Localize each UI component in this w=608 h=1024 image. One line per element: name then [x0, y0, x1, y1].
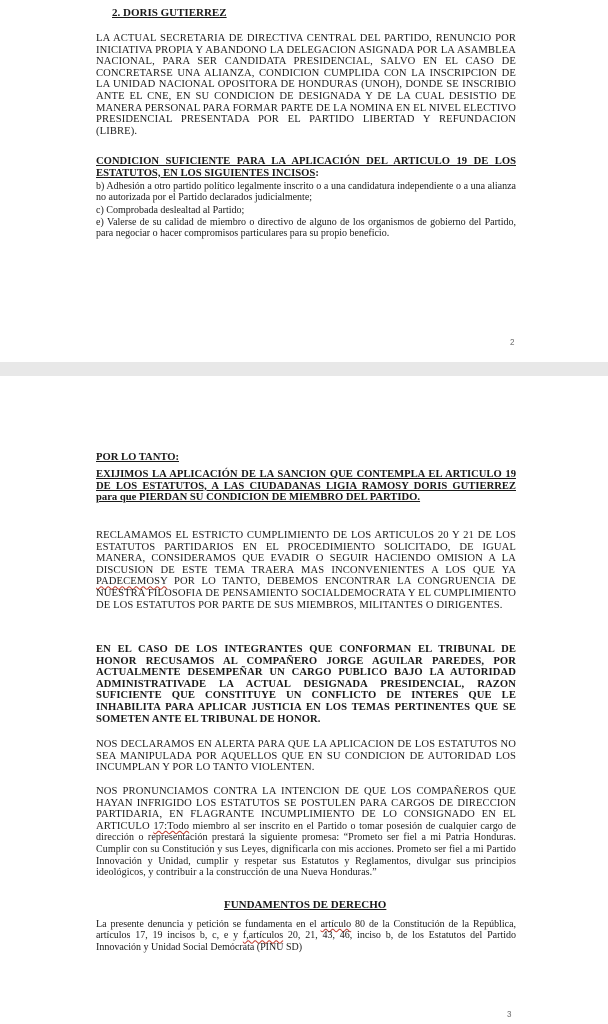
- page-number: 2: [510, 338, 515, 347]
- inciso-b: b) Adhesión a otro partido político legalmente inscrito o a una candidatura independiente o a una alianza no autorizada por el Partido declarados judicialmente;: [96, 181, 516, 204]
- pronunciamos-promise: miembro al ser inscrito en el Partido o tomar posesión de cualquier cargo de dirección o representación prestará la siguiente promesa: “Prometo ser fiel a mi Patria Honduras. Cumplir con su Constitución y sus Leyes, dignificarla con mis acciones. Prometo ser fiel a mi Partido Innovación y Unidad, cumplir y respetar sus Estatutos y Reglamentos, divulgar sus principios ideológicos, y contribuir a la construcción de una Nueva Honduras.”: [96, 820, 516, 879]
- page-separator: [0, 362, 608, 376]
- document-page-2: [0, 0, 608, 362]
- page-number: 3: [507, 1010, 512, 1019]
- fundamentos-text-c: 20, 21, 43, 46, inciso b, de los Estatutos del Partido Innovación y Unidad Social Demócrata (PINU SD): [96, 930, 517, 953]
- document-page-3: [0, 376, 608, 1024]
- spelling-flag: artículo: [320, 919, 352, 930]
- reclamamos-paragraph: [96, 530, 516, 611]
- spelling-flag: 17:Todo: [153, 820, 190, 832]
- paragraph-doris: LA ACTUAL SECRETARIA DE DIRECTIVA CENTRAL DEL PARTIDO, RENUNCIO POR INICIATIVA PROPIA Y ABANDONO LA DELEGACION ASIGNADA POR LA ASAMBLEA NACIONAL, PARA SER CANDIDATA PRESIDENCIAL, SALVO EN EL CASO DE CONCRETARSE UNA ALIANZA, CONDICION CUMPLIDA CON LA INSCRIPCION DE LA UNIDAD NACIONAL OPOSITORA DE HONDURAS (UNOH), DONDE SE INSCRIBIO ANTE EL CNE, EN SU CONDICION DE DESIGNADA Y DE LA CUAL DESISTIO DE MANERA PERSONAL PARA FORMAR PARTE DE LA NOMINA EN EL NIVEL ELECTIVO PRESIDENCIAL PRESENTADA POR EL PARTIDO LIBERTAD Y REFUNDACION (LIBRE).: [96, 33, 516, 137]
- inciso-c: c) Comprobada deslealtad al Partido;: [96, 205, 245, 216]
- exigimos-paragraph: EXIJIMOS LA APLICACIÓN DE LA SANCION QUE CONTEMPLA EL ARTICULO 19 DE LOS ESTATUTOS, A LAS CIUDADANAS LIGIA RAMOSY DORIS GUTIERREZ para que PIERDAN SU CONDICION DE MIEMBRO DEL PARTIDO.: [96, 469, 516, 504]
- alerta-paragraph: NOS DECLARAMOS EN ALERTA PARA QUE LA APLICACION DE LOS ESTATUTOS NO SEA MANIPULADA POR AQUELLOS QUE EN SU CONDICION DE AUTORIDAD LOS INCUMPLAN Y POR LO TANTO VIOLENTEN.: [96, 739, 516, 774]
- tribunal-paragraph: EN EL CASO DE LOS INTEGRANTES QUE CONFORMAN EL TRIBUNAL DE HONOR RECUSAMOS AL COMPAÑERO JORGE AGUILAR PAREDES, POR ACTUALMENTE DESEMPEÑAR UN CARGO PUBLICO BAJO LA AUTORIDAD ADMINISTRATIVADE LA ACTUAL DESIGNADA PRESIDENCIAL, RAZON SUFICIENTE QUE CONSTITUYE UN CONFLICTO DE INTERES QUE LE INHABILITA PARA APLICAR JUSTICIA EN LOS TEMAS PERTINENTES QUE SE SOMETEN ANTE EL TRIBUNAL DE HONOR.: [96, 644, 516, 725]
- condicion-heading: CONDICION SUFICIENTE PARA LA APLICACIÓN DEL ARTICULO 19 DE LOS ESTATUTOS, EN LOS SIGUIENTES INCISOS:: [96, 156, 516, 179]
- pronunciamos-caps: NOS PRONUNCIAMOS CONTRA LA INTENCION DE QUE LOS COMPAÑEROS QUE HAYAN INFRIGIDO LOS ESTATUTOS SE POSTULEN PARA CARGOS DE DIRECCION PARTIDARIA, EN FLAGRANTE INCUMPLIMIENTO DE LO CONSIGNADO EN EL ARTICULO: [96, 786, 516, 832]
- inciso-e: e) Valerse de su calidad de miembro o directivo de alguno de los organismos de gobierno del Partido, para negociar o hacer compromisos particulares para su propio beneficio.: [96, 217, 516, 240]
- condicion-heading-text: CONDICION SUFICIENTE PARA LA APLICACIÓN DEL ARTICULO 19 DE LOS ESTATUTOS, EN LOS SIGUIENTES INCISOS: [96, 156, 516, 179]
- spelling-flag: PADECEMOSY: [96, 576, 168, 588]
- fundamentos-text-a: La presente denuncia y petición se fundamenta en el: [96, 919, 321, 930]
- fundamentos-heading: FUNDAMENTOS DE DERECHO: [224, 899, 387, 911]
- por-lo-tanto-heading: POR LO TANTO:: [96, 452, 179, 463]
- section-heading: 2. DORIS GUTIERREZ: [112, 7, 227, 19]
- fundamentos-text-b: 80 de la Constitución de la República, artículos 17, 19 incisos b, c, e y: [96, 919, 517, 942]
- reclamamos-text-b: POR LO TANTO, DEBEMOS ENCONTRAR LA CONGRUENCIA DE NUESTRA FILOSOFIA DE PENSAMIENTO SOCIALDEMOCRATA Y EL CUMPLIMIENTO DE LOS ESTATUTOS POR PARTE DE SUS MIEMBROS, MILITANTES O DIRIGENTES.: [96, 576, 516, 611]
- spelling-flag: f,artículos: [242, 930, 284, 942]
- reclamamos-text-a: RECLAMAMOS EL ESTRICTO CUMPLIMIENTO DE LOS ARTICULOS 20 Y 21 DE LOS ESTATUTOS PARTIDARIOS EN EL PROCEDIMIENTO SOLICITADO, DE IGUAL MANERA, CONSIDERAMOS QUE EVADIR O SEGUIR HACIENDO OMISION A LA DISCUSION DE ESTE TEMA TRAERA MAS INCONVENIENTES A LOS QUE YA: [96, 530, 516, 576]
- pronunciamos-paragraph: [96, 786, 516, 879]
- fundamentos-paragraph: [96, 919, 516, 953]
